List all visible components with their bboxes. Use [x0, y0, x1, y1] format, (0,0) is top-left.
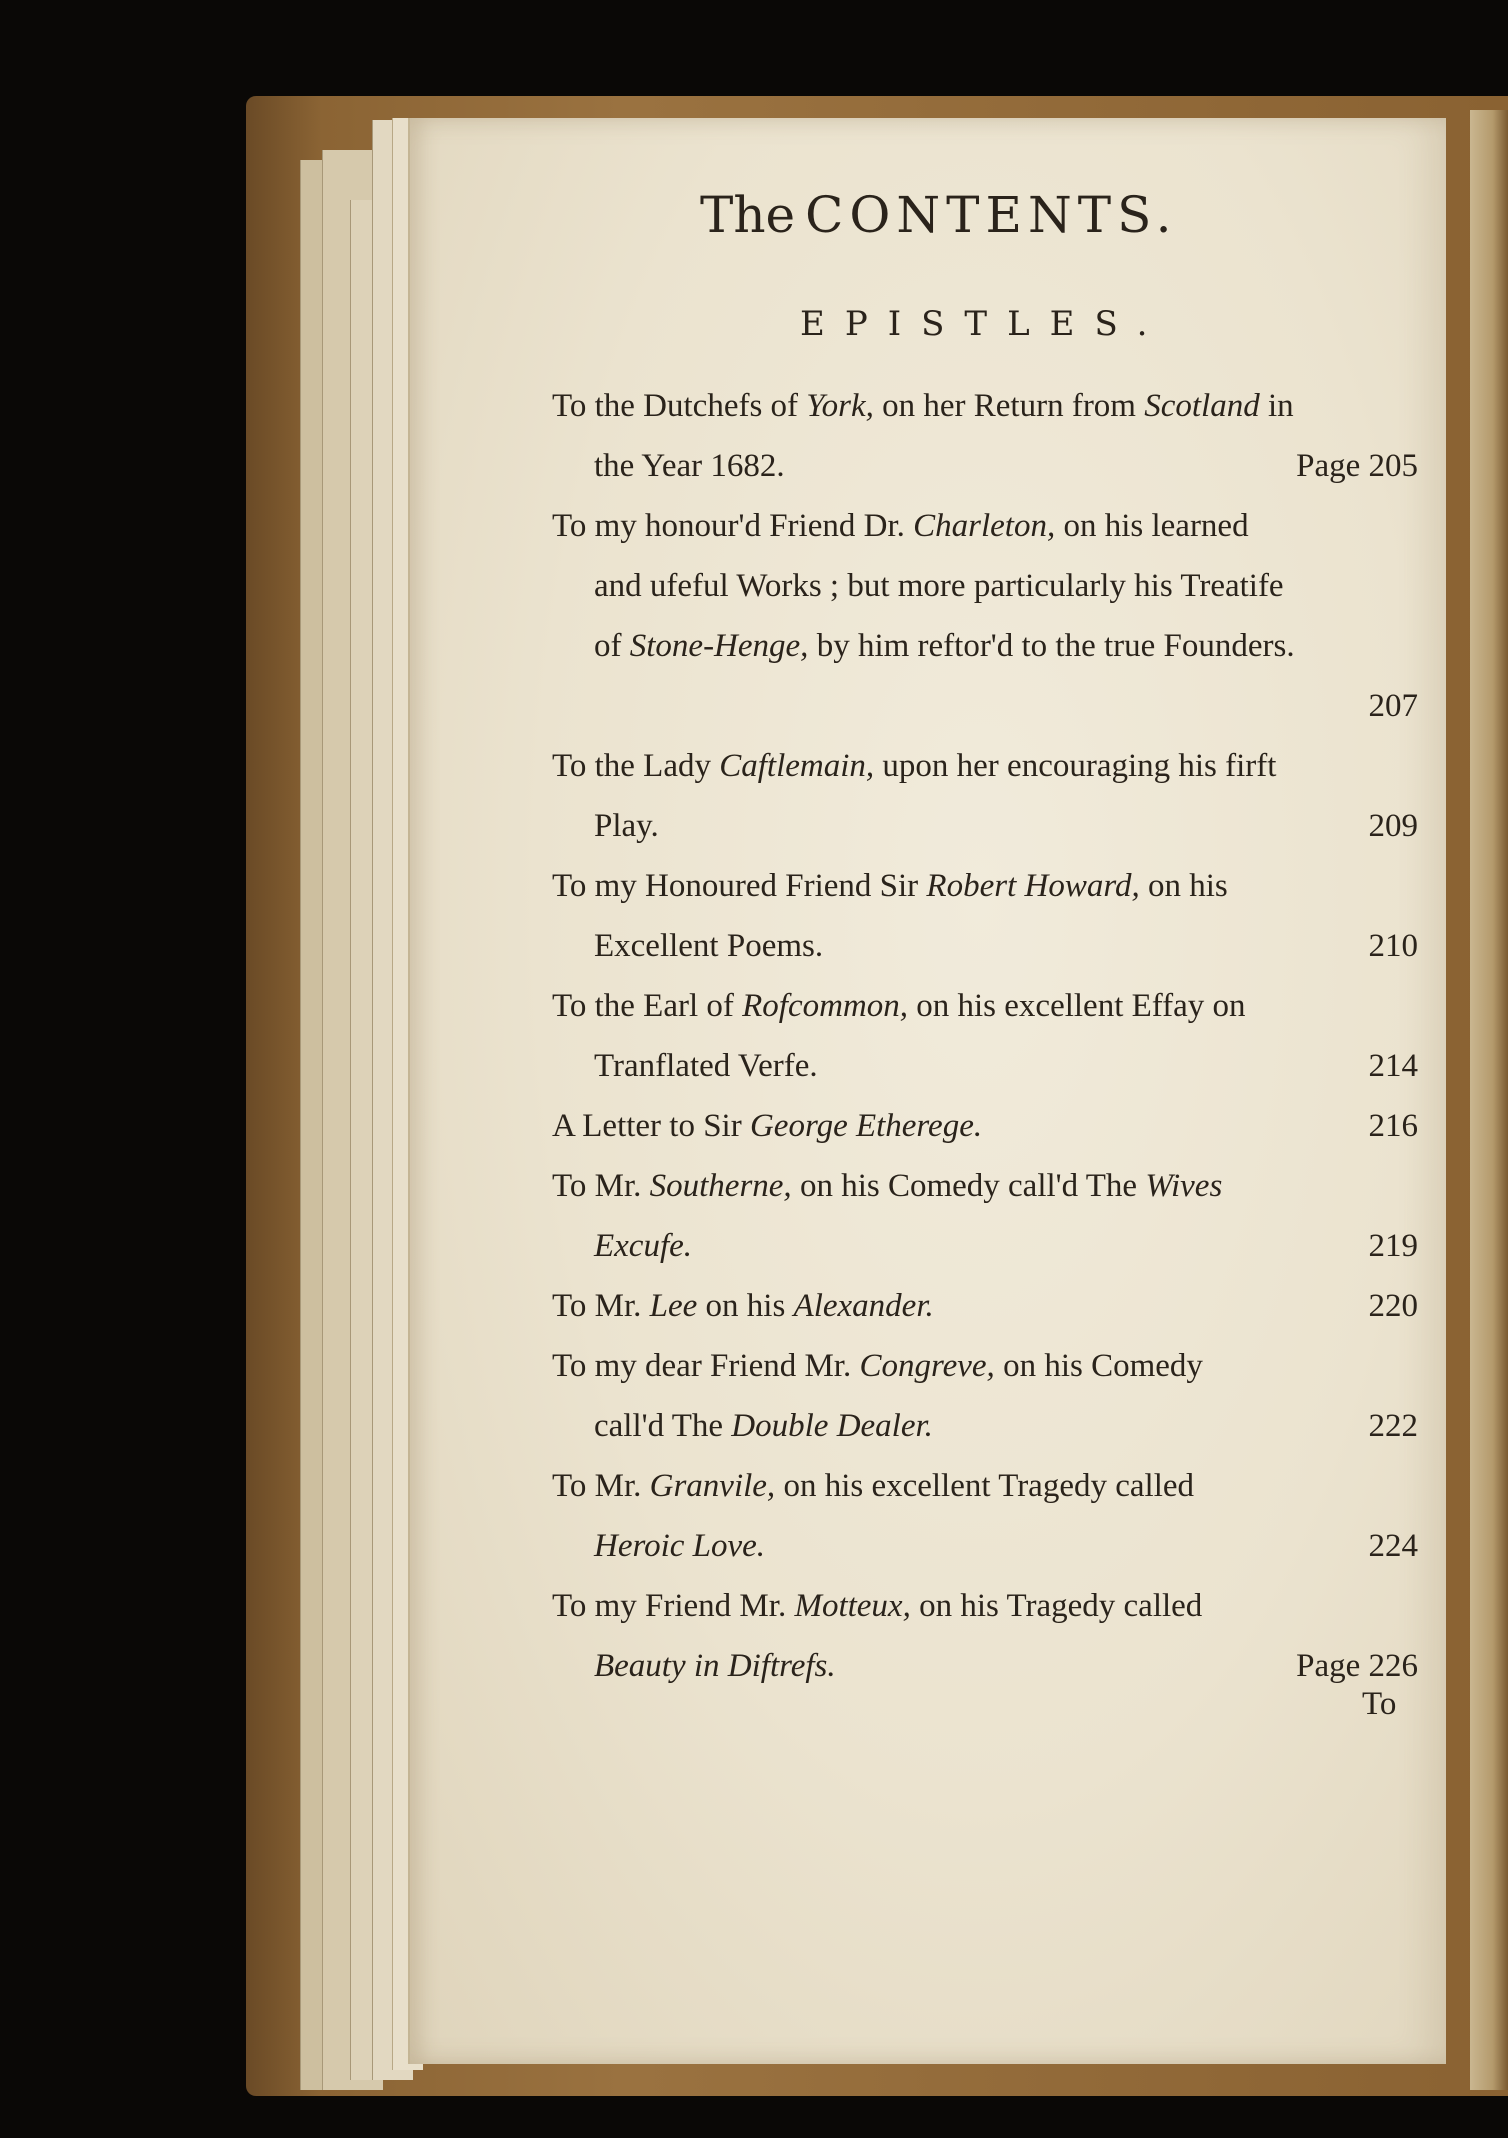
entry-line: [552, 736, 1418, 796]
page-number: Page 226: [1296, 1648, 1418, 1684]
text-run: on his excellent Effay on: [908, 988, 1246, 1024]
italic-run: York,: [806, 388, 874, 424]
facing-page-edge: [1470, 110, 1508, 2090]
contents-entry: [552, 376, 1418, 496]
entry-text: [594, 448, 785, 484]
entry-line: [552, 976, 1418, 1036]
contents-entry: [552, 1336, 1418, 1456]
entry-text: [594, 628, 1295, 664]
entry-line: [552, 1096, 1418, 1156]
text-run: To my honour'd Friend Dr.: [552, 508, 914, 544]
italic-run: Lee: [649, 1288, 698, 1324]
entry-line: [552, 856, 1418, 916]
entry-line: [552, 796, 1418, 856]
entry-text: [594, 1048, 818, 1084]
page-number: 219: [1368, 1228, 1418, 1264]
contents-entry: [552, 496, 1418, 736]
page-number: Page 205: [1296, 448, 1418, 484]
text-run: To the Earl of: [552, 988, 743, 1024]
text-run: in: [1259, 388, 1294, 424]
entry-text: [552, 868, 1228, 904]
entry-text: [594, 808, 659, 844]
text-run: on his excellent Tragedy called: [775, 1468, 1195, 1504]
text-run: A Letter to Sir: [552, 1108, 750, 1144]
text-run: To my Friend Mr.: [552, 1588, 795, 1624]
page-title: [700, 186, 1177, 244]
entry-text: [552, 748, 1276, 784]
entry-text: [594, 1408, 933, 1444]
text-run: and ufeful Works ; but more particularly his Treatife: [594, 568, 1284, 604]
entry-line: [552, 1576, 1418, 1636]
entry-text: [552, 1288, 934, 1324]
entry-text: [552, 1468, 1194, 1504]
title-main: CONTENTS.: [805, 186, 1178, 244]
entry-line: [552, 1036, 1418, 1096]
page-number: 207: [1368, 688, 1418, 724]
entry-text: [594, 1648, 836, 1684]
entry-line: [552, 1396, 1418, 1456]
contents-entry: [552, 736, 1418, 856]
entry-text: [552, 1588, 1202, 1624]
italic-run: Double Dealer.: [731, 1408, 933, 1444]
text-run: on her Return from: [873, 388, 1145, 424]
text-run: the Year 1682.: [594, 448, 785, 484]
entry-text: [552, 1168, 1222, 1204]
entry-text: [594, 1528, 765, 1564]
entry-line: [552, 1216, 1418, 1276]
text-run: call'd The: [594, 1408, 732, 1444]
text-run: on his Comedy call'd The: [791, 1168, 1146, 1204]
contents-entry: [552, 1276, 1418, 1336]
italic-run: Caftlemain,: [719, 748, 875, 784]
text-run: To my dear Friend Mr.: [552, 1348, 860, 1384]
page-number: 222: [1368, 1408, 1418, 1444]
italic-run: Beauty in Diftrefs.: [594, 1648, 836, 1684]
italic-run: Rofcommon,: [742, 988, 909, 1024]
entry-line: [552, 1456, 1418, 1516]
entry-text: [552, 508, 1249, 544]
text-run: To Mr.: [552, 1288, 650, 1324]
entry-line: [552, 496, 1418, 556]
italic-run: Southerne,: [649, 1168, 792, 1204]
title-article: The: [700, 186, 796, 244]
catchword: To: [1362, 1686, 1397, 1722]
entry-text: [552, 1348, 1203, 1384]
text-run: To the Dutchefs of: [552, 388, 807, 424]
entry-line: [552, 916, 1418, 976]
page-number: 214: [1368, 1048, 1418, 1084]
entry-line: [552, 556, 1418, 616]
entry-line: [552, 1636, 1418, 1696]
entry-line: [552, 1156, 1418, 1216]
italic-run: Alexander.: [793, 1288, 934, 1324]
entry-text: [594, 568, 1284, 604]
entry-text: [552, 988, 1246, 1024]
text-run: upon her encouraging his firft: [874, 748, 1277, 784]
text-run: on his: [1139, 868, 1228, 904]
text-run: Tranflated Verfe.: [594, 1048, 818, 1084]
text-run: on his Comedy: [994, 1348, 1203, 1384]
contents-entry: [552, 976, 1418, 1096]
text-run: To Mr.: [552, 1168, 650, 1204]
contents-entry: [552, 856, 1418, 976]
italic-run: Granvile,: [649, 1468, 776, 1504]
text-run: on his: [697, 1288, 794, 1324]
entry-text: [594, 1228, 692, 1264]
text-run: on his Tragedy called: [910, 1588, 1203, 1624]
page-number: 224: [1368, 1528, 1418, 1564]
entry-text: [594, 928, 823, 964]
italic-run: Wives: [1145, 1168, 1223, 1204]
entry-line: [552, 436, 1418, 496]
text-run: To my Honoured Friend Sir: [552, 868, 927, 904]
italic-run: Excufe.: [594, 1228, 693, 1264]
entry-line: [552, 676, 1418, 736]
text-run: on his learned: [1055, 508, 1249, 544]
italic-run: Charleton,: [913, 508, 1056, 544]
text-run: Play.: [594, 808, 659, 844]
text-run: To Mr.: [552, 1468, 650, 1504]
contents-entry: [552, 1156, 1418, 1276]
italic-run: George Etherege.: [749, 1108, 983, 1144]
italic-run: Stone-Henge,: [629, 628, 809, 664]
page-number: 216: [1368, 1108, 1418, 1144]
page-number: 220: [1368, 1288, 1418, 1324]
contents-list: [552, 376, 1418, 1696]
entry-line: [552, 1276, 1418, 1336]
entry-line: [552, 616, 1418, 676]
entry-text: [552, 388, 1294, 424]
italic-run: Motteux,: [794, 1588, 911, 1624]
text-run: To the Lady: [552, 748, 720, 784]
contents-entry: [552, 1096, 1418, 1156]
contents-entry: [552, 1576, 1418, 1696]
italic-run: Scotland: [1144, 388, 1260, 424]
text-run: Excellent Poems.: [594, 928, 824, 964]
page-number: 209: [1368, 808, 1418, 844]
entry-line: [552, 1516, 1418, 1576]
entry-text: [552, 1108, 982, 1144]
text-run: of: [594, 628, 630, 664]
italic-run: Robert Howard,: [926, 868, 1140, 904]
contents-entry: [552, 1456, 1418, 1576]
italic-run: Congreve,: [859, 1348, 995, 1384]
entry-line: [552, 376, 1418, 436]
italic-run: Heroic Love.: [594, 1528, 766, 1564]
page-number: 210: [1368, 928, 1418, 964]
section-heading: EPISTLES.: [800, 304, 1168, 344]
text-run: by him reftor'd to the true Founders.: [808, 628, 1295, 664]
entry-line: [552, 1336, 1418, 1396]
